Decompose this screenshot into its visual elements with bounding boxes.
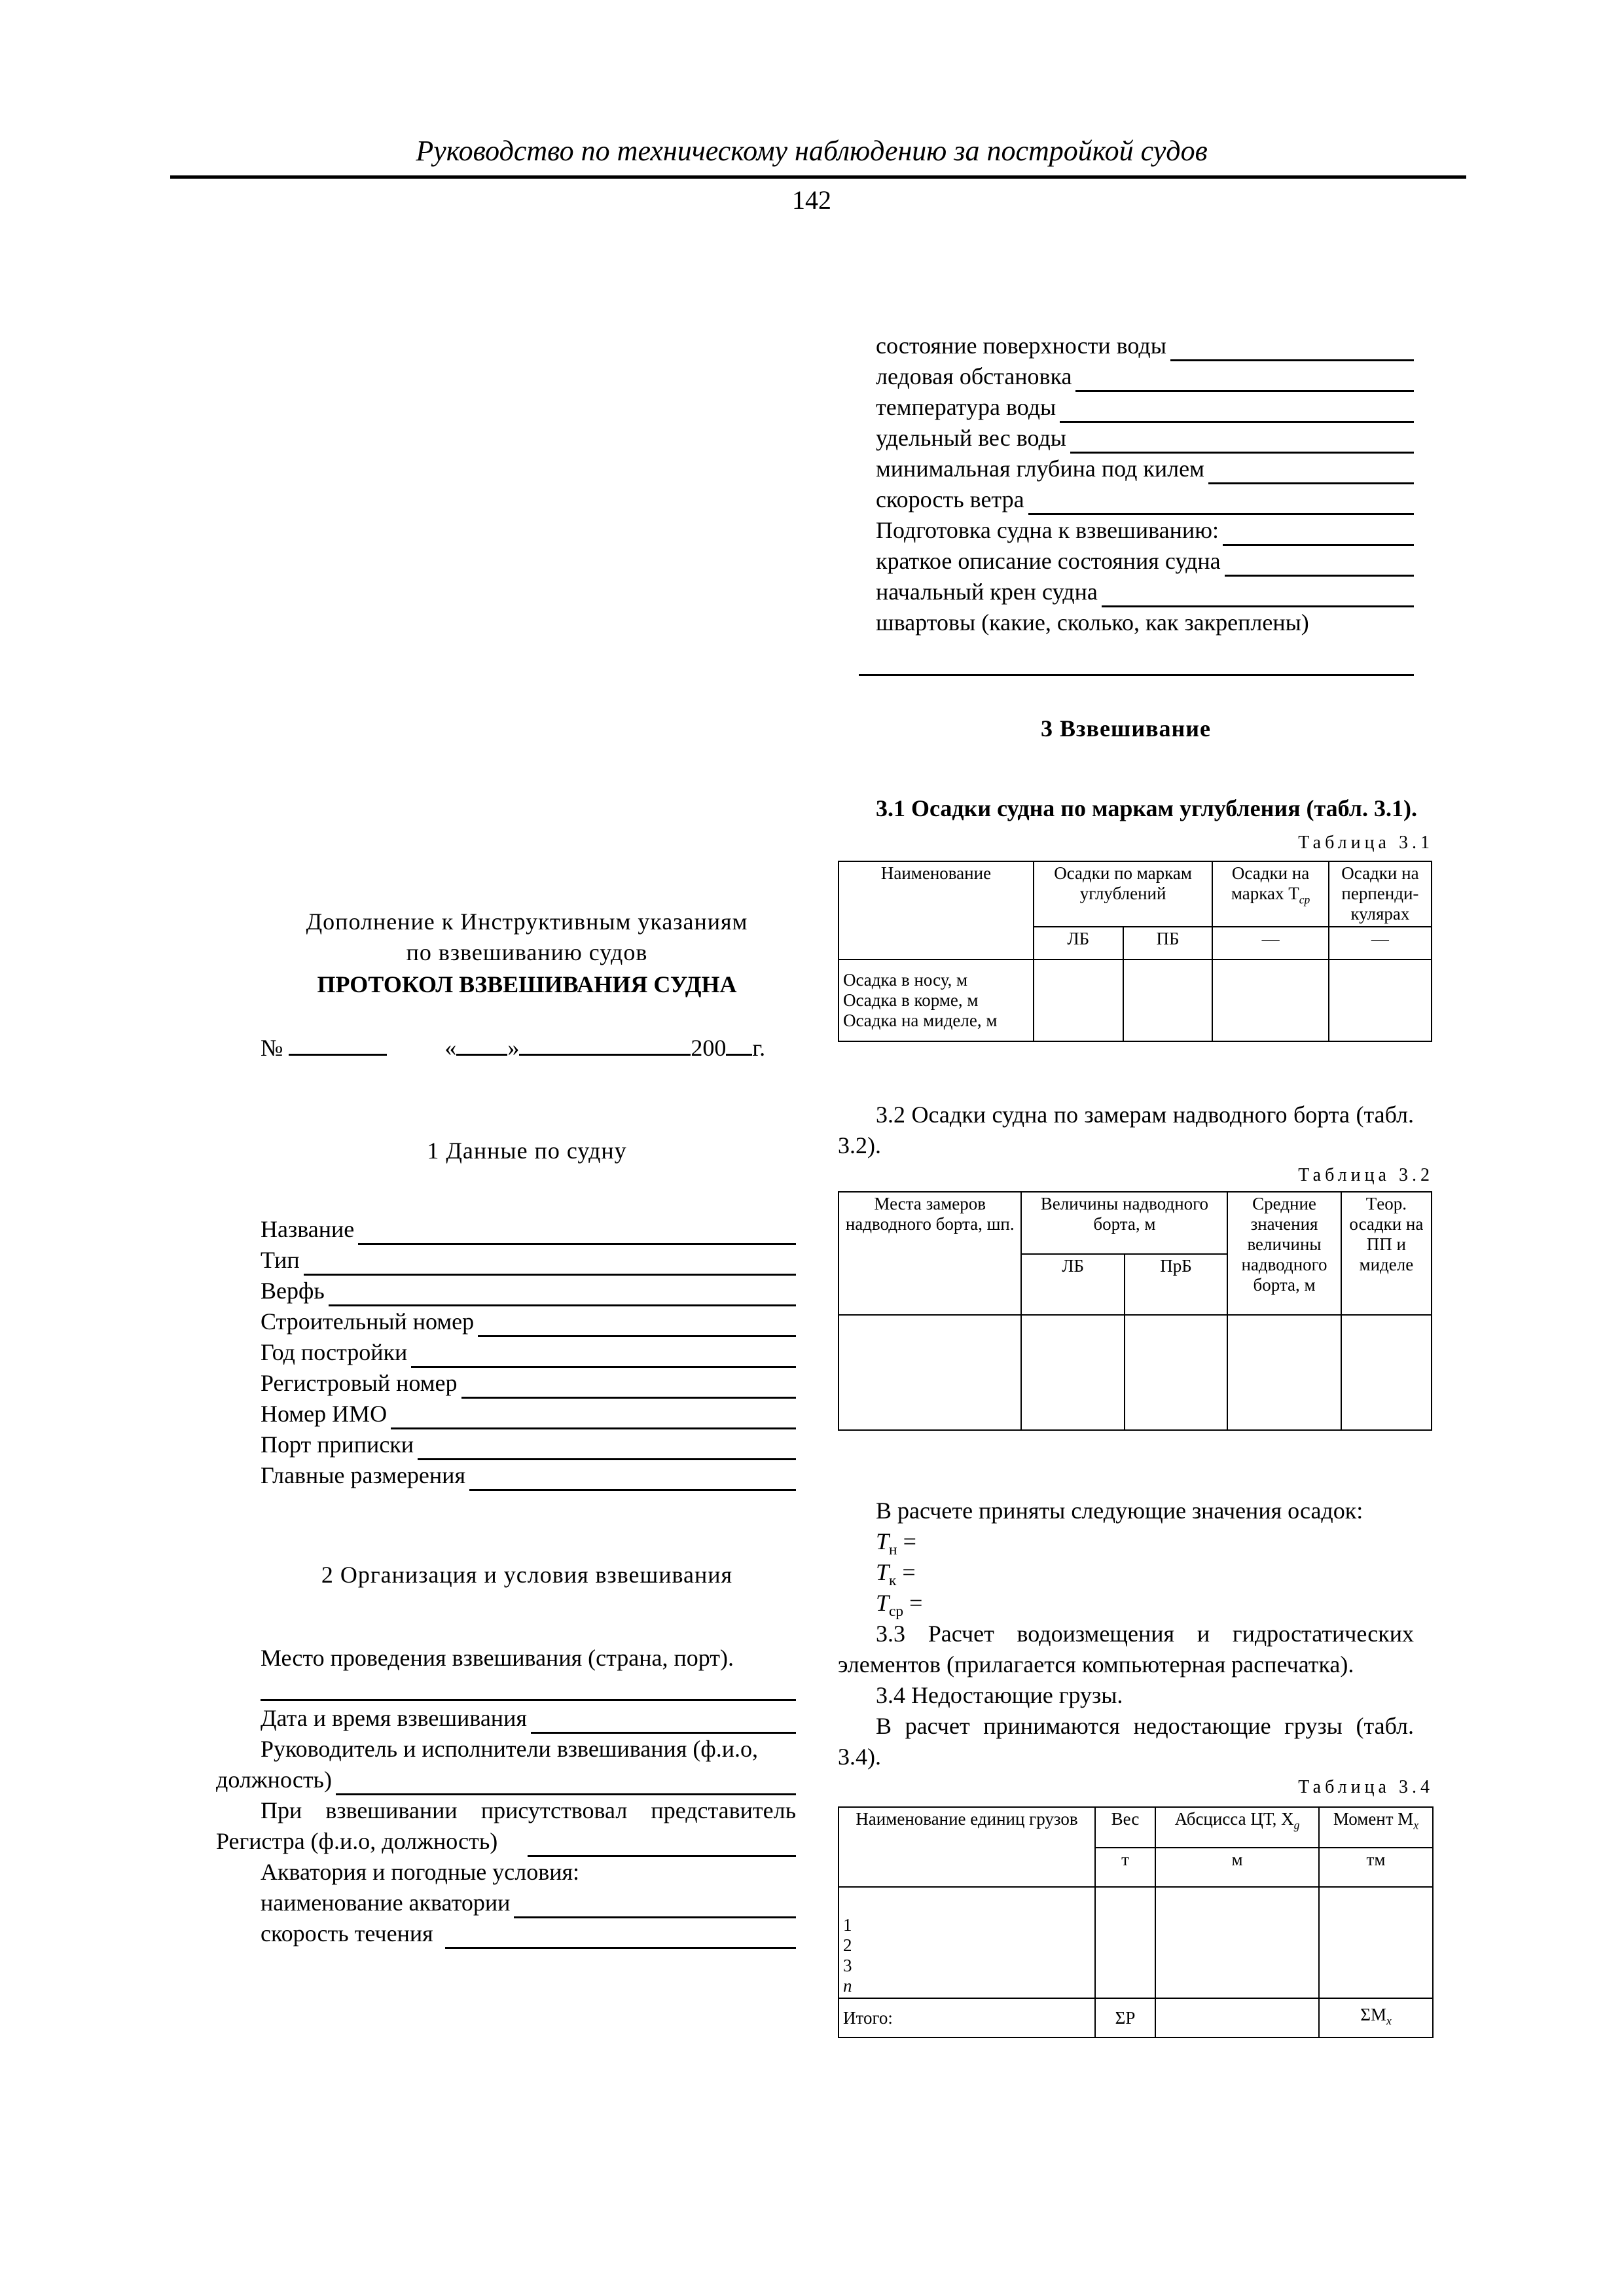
water-name-field[interactable]: наименование акватории [261, 1888, 796, 1918]
rep-field[interactable]: Регистра (ф.и.о, должность) [216, 1826, 796, 1857]
t34-u-abscissa: м [1155, 1848, 1319, 1887]
t31-cell[interactable] [1212, 960, 1329, 1041]
datetime-row [261, 1703, 796, 1765]
t34-row-labels [839, 1887, 1095, 1998]
t34-h-moment: Момент $M_x$ [1319, 1807, 1433, 1848]
ship-field[interactable]: Порт приписки [261, 1429, 796, 1460]
place-fill-line[interactable] [261, 1699, 796, 1701]
t32-cell[interactable] [1227, 1315, 1341, 1430]
t34-u-weight: т [1095, 1848, 1155, 1887]
day-field[interactable] [456, 1034, 507, 1056]
cond-field[interactable]: состояние поверхности воды [876, 331, 1414, 361]
rep-label: При взвешивании присутствовал представитель [261, 1797, 796, 1823]
t34-row: 2 [843, 1935, 852, 1955]
t31-h-name: Наименование [839, 861, 1034, 960]
t31-row: Осадка в носу, м [843, 970, 968, 990]
ship-field[interactable]: Главные размерения [261, 1460, 796, 1491]
t31-dash: — [1212, 927, 1329, 960]
cond-field[interactable]: краткое описание состояния судна [876, 546, 1414, 577]
mooring-label: швартовы (какие, сколько, как закреплены) [876, 609, 1309, 636]
section3-title: 3 Взвешивание [1041, 715, 1211, 742]
cond-field[interactable]: начальный крен судна [876, 577, 1414, 607]
ship-field[interactable]: Строительный номер [261, 1306, 796, 1337]
section2-title: 2 Организация и условия взвешивания [321, 1562, 733, 1588]
t34-cell[interactable] [1319, 1887, 1433, 1998]
t31-row-labels [839, 960, 1034, 1041]
cond-field[interactable]: минимальная глубина под килем [876, 454, 1414, 484]
t31-cell[interactable] [1034, 960, 1123, 1041]
t34-h-weight: Вес [1095, 1807, 1155, 1848]
cond-field[interactable]: ледовая обстановка [876, 361, 1414, 392]
t32-prb: ПрБ [1125, 1254, 1228, 1315]
t32-cell[interactable] [1021, 1315, 1124, 1430]
cond-field[interactable]: удельный вес воды [876, 423, 1414, 454]
t32-h-place: Места замеров надводного борта, шп. [839, 1192, 1021, 1315]
leader-row [216, 1765, 796, 1795]
header-rule [170, 175, 1466, 179]
p31-text: 3.1 Осадки судна по маркам углубления (табл. 3.1). [876, 795, 1417, 821]
month-field[interactable] [519, 1034, 691, 1056]
t34-row: 3 [843, 1956, 852, 1975]
t34-sum-m: $\Sigma M_x$ [1319, 1998, 1433, 2037]
page-number: 142 [792, 185, 831, 215]
p34-text: 3.4 Недостающие грузы. [876, 1682, 1123, 1708]
table-3-4 [838, 1806, 1434, 2038]
t-stern: $T_к$ = [876, 1559, 916, 1590]
t34-row: n [843, 1976, 852, 1996]
t31-row: Осадка на миделе, м [843, 1011, 998, 1030]
rep-row [216, 1826, 796, 1857]
ship-field[interactable]: Номер ИМО [261, 1399, 796, 1429]
t31-row: Осадка в корме, м [843, 990, 979, 1010]
t32-h-values: Величины надводного борта, м [1021, 1192, 1227, 1254]
t34-cell[interactable] [1095, 1887, 1155, 1998]
t34-u-moment: тм [1319, 1848, 1433, 1887]
calc-intro: В расчете приняты следующие значения осадок: [876, 1498, 1363, 1524]
mooring-fill-line[interactable] [859, 674, 1414, 676]
water-area-label: Акватория и погодные условия: [261, 1859, 580, 1885]
place-label: Место проведения взвешивания (страна, порт). [261, 1645, 734, 1671]
table-3-1 [838, 861, 1432, 1042]
t31-dash: — [1329, 927, 1432, 960]
ship-field[interactable]: Название [261, 1214, 796, 1245]
protocol-number-field[interactable] [289, 1034, 387, 1056]
t32-cell[interactable] [1341, 1315, 1432, 1430]
t32-lb: ЛБ [1021, 1254, 1124, 1315]
section1-title: 1 Данные по судну [427, 1138, 627, 1164]
t34-h-abscissa: Абсцисса ЦТ, $X_g$ [1155, 1807, 1319, 1848]
p32-text: 3.2 Осадки судна по замерам надводного борта (табл. 3.2). [838, 1102, 1414, 1158]
protocol-title: ПРОТОКОЛ ВЗВЕШИВАНИЯ СУДНА [317, 971, 737, 997]
ship-field[interactable]: Год постройки [261, 1337, 796, 1368]
datetime-field[interactable]: Дата и время взвешивания [261, 1703, 796, 1734]
t34-sum-p: ΣP [1095, 1998, 1155, 2037]
t34-h-name: Наименование единиц грузов [839, 1807, 1095, 1887]
table31-caption: Таблица 3.1 [1298, 833, 1434, 853]
water-conditions [261, 1857, 796, 1949]
t32-cell[interactable] [1125, 1315, 1228, 1430]
t31-h-marks: Осадки по маркам углублений [1034, 861, 1212, 927]
t-bow: $T_н$ = [876, 1528, 916, 1559]
cond-field[interactable]: температура воды [876, 392, 1414, 423]
t31-cell[interactable] [1329, 960, 1432, 1041]
t32-h-theor: Tеор. осадки на ПП и миделе [1341, 1192, 1432, 1315]
t34-cell[interactable] [1155, 1998, 1319, 2037]
t31-h-perp: Осадки на перпенди-кулярах [1329, 861, 1432, 927]
ship-data-fields [261, 1214, 796, 1491]
t34-total-label: Итого: [839, 1998, 1095, 2037]
t34-row: 1 [843, 1915, 852, 1935]
cond-field[interactable]: Подготовка судна к взвешиванию: [876, 515, 1414, 546]
t32-h-mean: Средние значения величины надводного борта, м [1227, 1192, 1341, 1315]
t32-cell[interactable] [839, 1315, 1021, 1430]
protocol-number-line: № « » 200 г. [261, 1035, 766, 1061]
leader-field[interactable]: должность) [216, 1765, 796, 1795]
supplement-line-2: по взвешиванию судов [406, 939, 648, 965]
t31-lb: ЛБ [1034, 927, 1123, 960]
t31-pb: ПБ [1123, 927, 1213, 960]
conditions-list [876, 331, 1414, 638]
ship-field[interactable]: Верфь [261, 1276, 796, 1306]
table-3-2 [838, 1191, 1432, 1431]
t31-cell[interactable] [1123, 960, 1213, 1041]
t34-cell[interactable] [1155, 1887, 1319, 1998]
p33-text: 3.3 Расчет водоизмещения и гидростатических элементов (прилагается компьютерная распечатка). [838, 1621, 1414, 1677]
table32-caption: Таблица 3.2 [1298, 1165, 1434, 1185]
supplement-line-1: Дополнение к Инструктивным указаниям [306, 908, 748, 935]
running-title: Руководство по техническому наблюдению за постройкой судов [416, 135, 1208, 167]
t31-h-avg: Осадки на марках $T_{ср}$ [1212, 861, 1329, 927]
t-mean: $T_{ср}$ = [876, 1590, 923, 1621]
number-sign: № [261, 1035, 283, 1061]
p34b-text: В расчет принимаются недостающие грузы (табл. 3.4). [838, 1713, 1414, 1770]
year-field[interactable] [726, 1034, 752, 1056]
current-speed-field[interactable]: скорость течения [261, 1918, 796, 1949]
cond-field[interactable]: скорость ветра [876, 484, 1414, 515]
ship-field[interactable]: Тип [261, 1245, 796, 1276]
table34-caption: Таблица 3.4 [1298, 1777, 1434, 1797]
leader-label: Руководитель и исполнители взвешивания (ф.и.о, [261, 1736, 758, 1762]
ship-field[interactable]: Регистровый номер [261, 1368, 796, 1399]
